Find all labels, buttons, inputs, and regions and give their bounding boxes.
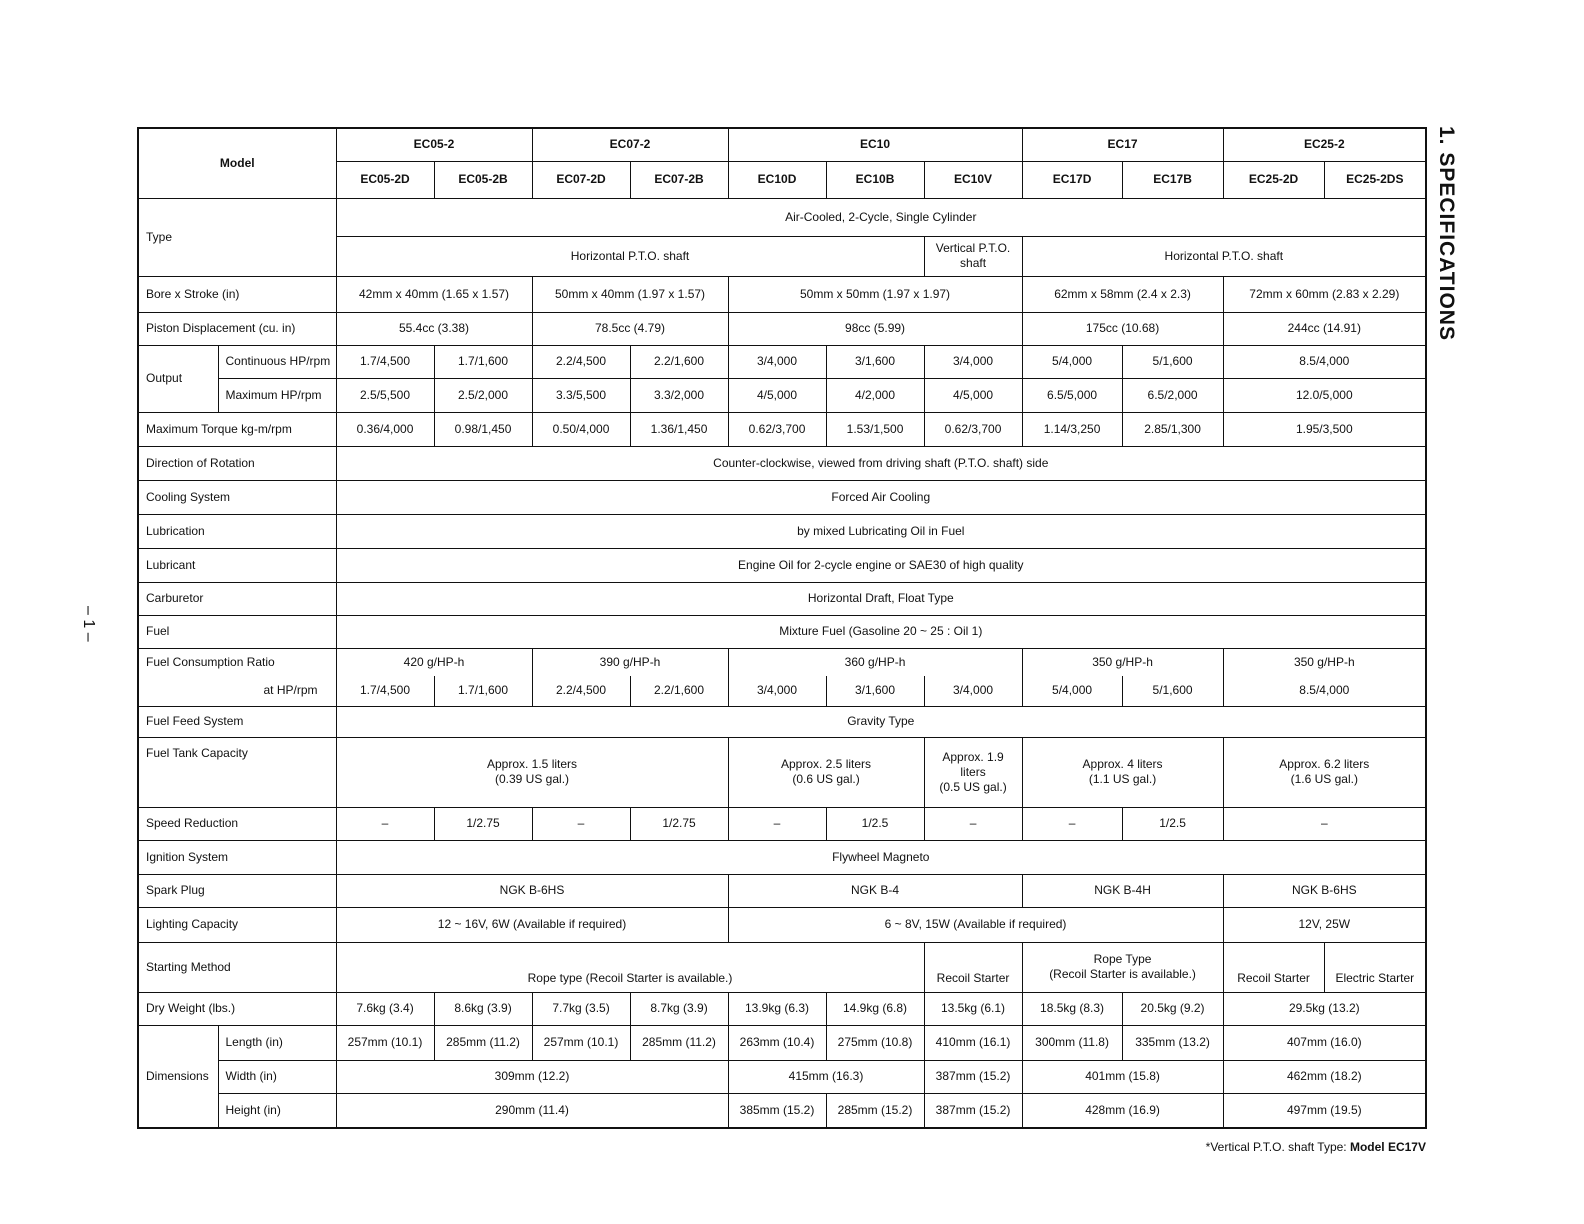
table-cell: Counter-clockwise, viewed from driving shaft (P.T.O. shaft) side: [336, 446, 1426, 480]
model-cell: EC05-2B: [434, 161, 532, 198]
table-cell: –: [336, 807, 434, 840]
table-cell: Horizontal P.T.O. shaft: [336, 236, 924, 276]
row-sublabel: Height (in): [218, 1093, 336, 1128]
row-label: Speed Reduction: [138, 807, 336, 840]
table-cell: 401mm (15.8): [1022, 1060, 1223, 1093]
table-cell: Horizontal P.T.O. shaft: [1022, 236, 1426, 276]
table-cell: 244cc (14.91): [1223, 312, 1426, 345]
table-row: [138, 648, 1426, 676]
table-cell: Recoil Starter: [924, 942, 1022, 992]
row-label: Fuel Feed System: [138, 706, 336, 737]
row-sublabel: at HP/rpm: [138, 676, 336, 706]
table-row: [138, 514, 1426, 548]
model-cell: EC17B: [1122, 161, 1223, 198]
table-cell: 5/4,000: [1022, 345, 1122, 378]
row-label: Direction of Rotation: [138, 446, 336, 480]
table-cell: 290mm (11.4): [336, 1093, 728, 1128]
table-cell: 1.95/3,500: [1223, 412, 1426, 446]
table-row: [138, 840, 1426, 874]
table-cell: 309mm (12.2): [336, 1060, 728, 1093]
table-cell: 350 g/HP-h: [1022, 648, 1223, 676]
table-cell: 18.5kg (8.3): [1022, 992, 1122, 1025]
table-cell: [336, 737, 728, 807]
group-header: EC07-2: [532, 128, 728, 161]
table-cell: 3/4,000: [728, 676, 826, 706]
table-row: [138, 548, 1426, 582]
specifications-table: [137, 127, 1427, 1129]
model-cell: EC10B: [826, 161, 924, 198]
table-row: [138, 737, 1426, 807]
table-row: [138, 312, 1426, 345]
table-cell: 2.5/5,500: [336, 378, 434, 412]
row-label: Cooling System: [138, 480, 336, 514]
table-row: [138, 992, 1426, 1025]
table-row: [138, 412, 1426, 446]
row-label: Piston Displacement (cu. in): [138, 312, 336, 345]
starting-line: Rope Type: [1093, 952, 1152, 966]
table-cell: 4/5,000: [728, 378, 826, 412]
tank-line: (0.6 US gal.): [792, 772, 860, 786]
table-cell: –: [1022, 807, 1122, 840]
table-cell: 13.9kg (6.3): [728, 992, 826, 1025]
table-cell: 285mm (15.2): [826, 1093, 924, 1128]
table-cell: 1.7/4,500: [336, 676, 434, 706]
table-cell: Air-Cooled, 2-Cycle, Single Cylinder: [336, 198, 1426, 236]
table-cell: –: [924, 807, 1022, 840]
table-row: [138, 480, 1426, 514]
table-cell: 415mm (16.3): [728, 1060, 924, 1093]
row-label: Lubrication: [138, 514, 336, 548]
table-cell: 2.85/1,300: [1122, 412, 1223, 446]
table-cell: Flywheel Magneto: [336, 840, 1426, 874]
table-row: [138, 1093, 1426, 1128]
table-cell: Engine Oil for 2-cycle engine or SAE30 of high quality: [336, 548, 1426, 582]
table-cell: 3/1,600: [826, 345, 924, 378]
table-cell: 0.62/3,700: [728, 412, 826, 446]
table-cell: [1022, 942, 1223, 992]
table-row: [138, 907, 1426, 942]
tank-line: Approx. 1.9 liters: [942, 749, 1004, 779]
table-cell: 8.7kg (3.9): [630, 992, 728, 1025]
table-cell: 3/1,600: [826, 676, 924, 706]
table-cell: 300mm (11.8): [1022, 1025, 1122, 1060]
table-cell: 62mm x 58mm (2.4 x 2.3): [1022, 276, 1223, 312]
group-header: EC05-2: [336, 128, 532, 161]
table-cell: 55.4cc (3.38): [336, 312, 532, 345]
table-cell: 1/2.5: [1122, 807, 1223, 840]
table-cell: 2.2/1,600: [630, 345, 728, 378]
table-cell: 3/4,000: [924, 345, 1022, 378]
table-cell: 6.5/2,000: [1122, 378, 1223, 412]
tank-line: (1.1 US gal.): [1088, 772, 1157, 786]
table-cell: 1/2.75: [434, 807, 532, 840]
model-cell: EC05-2D: [336, 161, 434, 198]
row-sublabel: Maximum HP/rpm: [218, 378, 336, 412]
table-cell: [1223, 737, 1426, 807]
table-cell: NGK B-6HS: [336, 874, 728, 907]
table-cell: 387mm (15.2): [924, 1060, 1022, 1093]
table-row: [138, 446, 1426, 480]
table-cell: 7.6kg (3.4): [336, 992, 434, 1025]
row-label: Fuel Tank Capacity: [138, 737, 336, 807]
tank-line: (0.39 US gal.): [494, 772, 570, 786]
table-cell: NGK B-4H: [1022, 874, 1223, 907]
model-header: Model: [138, 128, 336, 198]
table-cell: 12 ~ 16V, 6W (Available if required): [336, 907, 728, 942]
table-cell: 72mm x 60mm (2.83 x 2.29): [1223, 276, 1426, 312]
table-cell: [728, 737, 924, 807]
tank-line: Approx. 4 liters: [1082, 757, 1163, 771]
row-label: Fuel: [138, 615, 336, 648]
table-cell: 1.14/3,250: [1022, 412, 1122, 446]
table-cell: 3/4,000: [924, 676, 1022, 706]
table-cell: 1.53/1,500: [826, 412, 924, 446]
tank-line: Approx. 2.5 liters: [780, 757, 872, 771]
table-cell: 385mm (15.2): [728, 1093, 826, 1128]
table-cell: –: [532, 807, 630, 840]
table-cell: 5/1,600: [1122, 676, 1223, 706]
table-cell: 1/2.5: [826, 807, 924, 840]
table-cell: 335mm (13.2): [1122, 1025, 1223, 1060]
table-cell: 428mm (16.9): [1022, 1093, 1223, 1128]
table-cell: 410mm (16.1): [924, 1025, 1022, 1060]
table-cell: Horizontal Draft, Float Type: [336, 582, 1426, 615]
row-label: Fuel Consumption Ratio: [138, 648, 336, 676]
table-cell: [924, 737, 1022, 807]
table-cell: 360 g/HP-h: [728, 648, 1022, 676]
table-cell: 3.3/5,500: [532, 378, 630, 412]
table-cell: 13.5kg (6.1): [924, 992, 1022, 1025]
table-cell: 6.5/5,000: [1022, 378, 1122, 412]
table-row: [138, 378, 1426, 412]
table-row: [138, 1025, 1426, 1060]
table-cell: 2.2/1,600: [630, 676, 728, 706]
table-cell: 50mm x 40mm (1.97 x 1.57): [532, 276, 728, 312]
table-cell: Vertical P.T.O. shaft: [924, 236, 1022, 276]
group-header: EC17: [1022, 128, 1223, 161]
table-cell: 5/1,600: [1122, 345, 1223, 378]
table-row: [138, 615, 1426, 648]
row-label: Maximum Torque kg-m/rpm: [138, 412, 336, 446]
table-cell: 12V, 25W: [1223, 907, 1426, 942]
table-cell: 407mm (16.0): [1223, 1025, 1426, 1060]
table-cell: 0.62/3,700: [924, 412, 1022, 446]
tank-line: (1.6 US gal.): [1290, 772, 1358, 786]
table-row: [138, 276, 1426, 312]
table-cell: 29.5kg (13.2): [1223, 992, 1426, 1025]
table-cell: 6 ~ 8V, 15W (Available if required): [728, 907, 1223, 942]
table-row: [138, 582, 1426, 615]
model-cell: EC10V: [924, 161, 1022, 198]
footnote-model: Model EC17V: [1349, 1140, 1426, 1154]
table-row: [138, 807, 1426, 840]
table-cell: 1.36/1,450: [630, 412, 728, 446]
footnote-text: *Vertical P.T.O. shaft Type:: [1205, 1140, 1350, 1154]
model-cell: EC25-2D: [1223, 161, 1324, 198]
row-label: Output: [138, 345, 218, 412]
tank-line: (0.5 US gal.): [939, 779, 1007, 794]
table-cell: 2.2/4,500: [532, 345, 630, 378]
table-cell: 20.5kg (9.2): [1122, 992, 1223, 1025]
model-cell: EC25-2DS: [1324, 161, 1426, 198]
table-cell: 1.7/1,600: [434, 676, 532, 706]
table-cell: 420 g/HP-h: [336, 648, 532, 676]
table-cell: 12.0/5,000: [1223, 378, 1426, 412]
table-cell: 0.50/4,000: [532, 412, 630, 446]
row-label: Spark Plug: [138, 874, 336, 907]
table-row: [138, 874, 1426, 907]
model-cell: EC10D: [728, 161, 826, 198]
table-cell: 263mm (10.4): [728, 1025, 826, 1060]
row-label: Ignition System: [138, 840, 336, 874]
table-cell: 387mm (15.2): [924, 1093, 1022, 1128]
row-sublabel: Width (in): [218, 1060, 336, 1093]
table-cell: by mixed Lubricating Oil in Fuel: [336, 514, 1426, 548]
table-cell: 0.36/4,000: [336, 412, 434, 446]
table-cell: Electric Starter: [1324, 942, 1426, 992]
table-cell: 78.5cc (4.79): [532, 312, 728, 345]
table-cell: NGK B-4: [728, 874, 1022, 907]
model-cell: EC07-2D: [532, 161, 630, 198]
section-title: 1. SPECIFICATIONS: [1435, 126, 1458, 341]
tank-line: Approx. 6.2 liters: [1279, 757, 1370, 771]
table-cell: 2.2/4,500: [532, 676, 630, 706]
table-cell: 285mm (11.2): [630, 1025, 728, 1060]
table-cell: 4/5,000: [924, 378, 1022, 412]
row-label: Type: [138, 198, 336, 276]
table-cell: 8.6kg (3.9): [434, 992, 532, 1025]
table-cell: 8.5/4,000: [1223, 676, 1426, 706]
starting-line: (Recoil Starter is available.): [1049, 967, 1196, 981]
table-cell: 3/4,000: [728, 345, 826, 378]
tank-line: Approx. 1.5 liters: [486, 757, 578, 771]
table-cell: 98cc (5.99): [728, 312, 1022, 345]
table-cell: 8.5/4,000: [1223, 345, 1426, 378]
page-number: – 1 –: [80, 606, 97, 642]
table-row: [138, 345, 1426, 378]
table-header-row: [138, 128, 1426, 161]
table-cell: –: [1223, 807, 1426, 840]
row-label: Bore x Stroke (in): [138, 276, 336, 312]
group-header: EC10: [728, 128, 1022, 161]
table-row: [138, 198, 1426, 236]
table-cell: 1.7/4,500: [336, 345, 434, 378]
row-sublabel: Length (in): [218, 1025, 336, 1060]
table-cell: 350 g/HP-h: [1223, 648, 1426, 676]
table-cell: 275mm (10.8): [826, 1025, 924, 1060]
row-sublabel: Continuous HP/rpm: [218, 345, 336, 378]
table-cell: 14.9kg (6.8): [826, 992, 924, 1025]
table-cell: 5/4,000: [1022, 676, 1122, 706]
table-cell: 462mm (18.2): [1223, 1060, 1426, 1093]
table-cell: 497mm (19.5): [1223, 1093, 1426, 1128]
table-row: [138, 706, 1426, 737]
table-cell: Recoil Starter: [1223, 942, 1324, 992]
table-cell: 42mm x 40mm (1.65 x 1.57): [336, 276, 532, 312]
table-cell: Mixture Fuel (Gasoline 20 ~ 25 : Oil 1): [336, 615, 1426, 648]
table-cell: Gravity Type: [336, 706, 1426, 737]
table-cell: 390 g/HP-h: [532, 648, 728, 676]
row-label: Dimensions: [138, 1025, 218, 1128]
table-cell: 175cc (10.68): [1022, 312, 1223, 345]
table-row: [138, 942, 1426, 992]
table-cell: 257mm (10.1): [336, 1025, 434, 1060]
row-label: Dry Weight (lbs.): [138, 992, 336, 1025]
table-row: [138, 1060, 1426, 1093]
table-cell: 50mm x 50mm (1.97 x 1.97): [728, 276, 1022, 312]
table-cell: Rope type (Recoil Starter is available.): [336, 942, 924, 992]
row-label: Carburetor: [138, 582, 336, 615]
model-cell: EC07-2B: [630, 161, 728, 198]
table-cell: 1.7/1,600: [434, 345, 532, 378]
table-cell: 257mm (10.1): [532, 1025, 630, 1060]
table-cell: 3.3/2,000: [630, 378, 728, 412]
footnote: [1206, 1140, 1426, 1154]
model-cell: EC17D: [1022, 161, 1122, 198]
row-label: Starting Method: [138, 942, 336, 992]
group-header: EC25-2: [1223, 128, 1426, 161]
table-cell: NGK B-6HS: [1223, 874, 1426, 907]
table-row: [138, 676, 1426, 706]
table-cell: Forced Air Cooling: [336, 480, 1426, 514]
row-label: Lubricant: [138, 548, 336, 582]
table-cell: 7.7kg (3.5): [532, 992, 630, 1025]
table-cell: –: [728, 807, 826, 840]
table-cell: 2.5/2,000: [434, 378, 532, 412]
table-cell: 285mm (11.2): [434, 1025, 532, 1060]
table-cell: 1/2.75: [630, 807, 728, 840]
table-cell: 4/2,000: [826, 378, 924, 412]
row-label: Lighting Capacity: [138, 907, 336, 942]
table-cell: [1022, 737, 1223, 807]
table-cell: 0.98/1,450: [434, 412, 532, 446]
